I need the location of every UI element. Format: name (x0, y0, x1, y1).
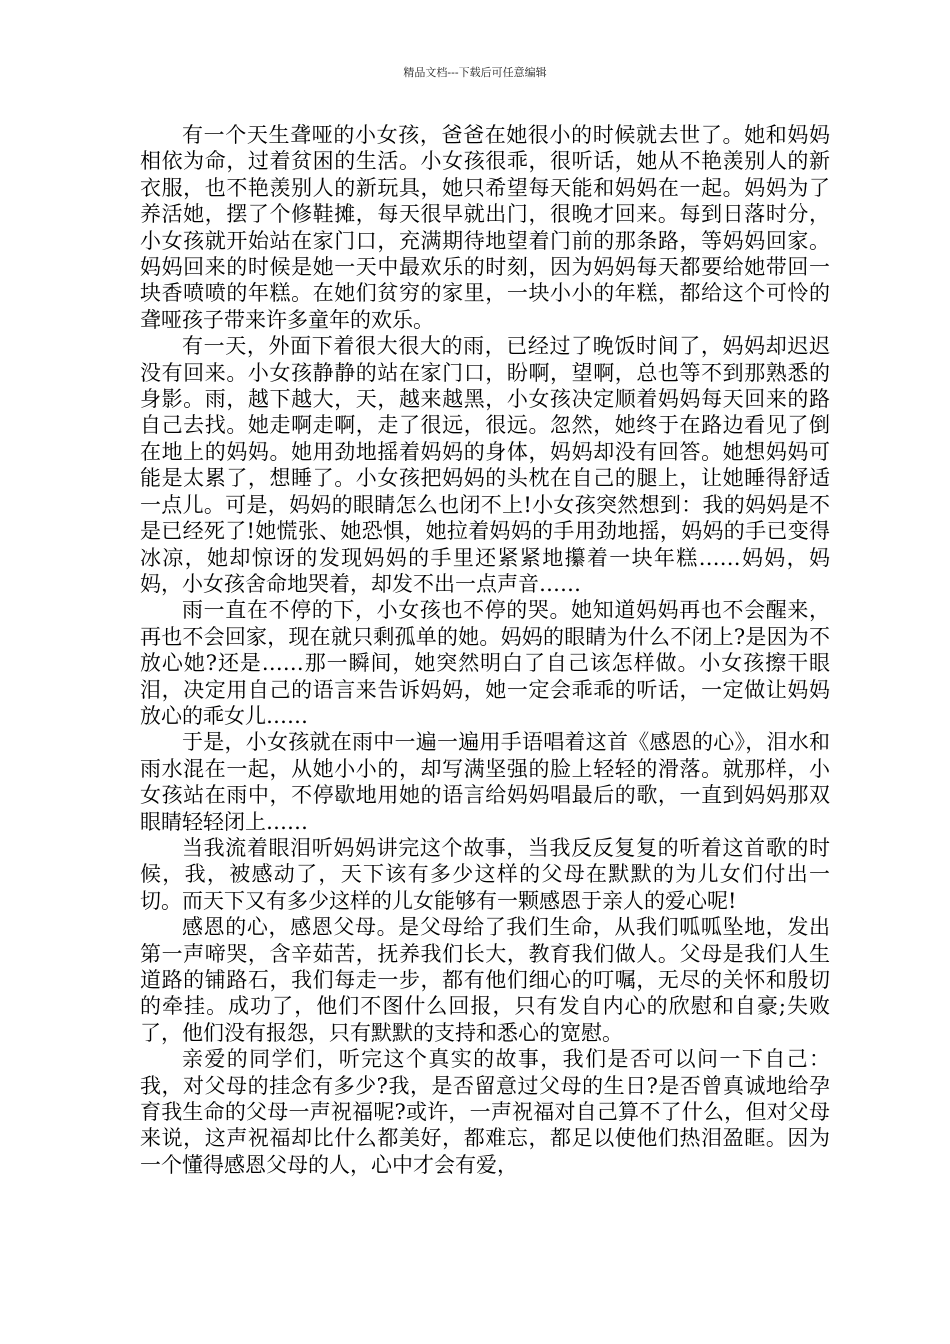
paragraph-rainy-day: 有一天，外面下着很大很大的雨，已经过了晚饭时间了，妈妈却迟迟没有回来。小女孩静静的站在家门口，盼啊，望啊，总也等不到那熟悉的身影。雨，越下越大，天，越来越黑，小女孩决定顺着妈妈每天回来的路自己去找。她走啊走啊，走了很远，很远。忽然，她终于在路边看见了倒在地上的妈妈。她用劲地摇着妈妈的身体，妈妈却没有回答。她想妈妈可能是太累了，想睡了。小女孩把妈妈的头枕在自己的腿上，让她睡得舒适一点儿。可是，妈妈的眼睛怎么也闭不上!小女孩突然想到：我的妈妈是不是已经死了!她慌张、她恐惧，她拉着妈妈的手用劲地摇，妈妈的手已变得冰凉，她却惊讶的发现妈妈的手里还紧紧地攥着一块年糕……妈妈，妈妈，小女孩舍命地哭着，却发不出一点声音…… (140, 334, 830, 596)
page-header: 精品文档---下载后可任意编辑 (403, 66, 547, 79)
paragraph-story-intro: 有一个天生聋哑的小女孩，爸爸在她很小的时候就去世了。她和妈妈相依为命，过着贫困的生活。小女孩很乖，很听话，她从不艳羡别人的新衣服，也不艳羡别人的新玩具，她只希望每天能和妈妈在一起。妈妈为了养活她，摆了个修鞋摊，每天很早就出门，很晚才回来。每到日落时分，小女孩就开始站在家门口，充满期待地望着门前的那条路，等妈妈回家。妈妈回来的时候是她一天中最欢乐的时刻，因为妈妈每天都要给她带回一块香喷喷的年糕。在她们贫穷的家里，一块小小的年糕，都给这个可怜的聋哑孩子带来许多童年的欢乐。 (140, 123, 830, 332)
paragraph-reflection: 当我流着眼泪听妈妈讲完这个故事，当我反反复复的听着这首歌的时候，我，被感动了，天下该有多少这样的父母在默默的为儿女们付出一切。而天下又有多少这样的儿女能够有一颗感恩于亲人的爱心呢! (140, 835, 830, 913)
paragraph-crying-in-rain: 雨一直在不停的下，小女孩也不停的哭。她知道妈妈再也不会醒来，再也不会回家，现在就只剩孤单的她。妈妈的眼睛为什么不闭上?是因为不放心她?还是……那一瞬间，她突然明白了自己该怎样做。小女孩擦干眼泪，决定用自己的语言来告诉妈妈，她一定会乖乖的听话，一定做让妈妈放心的乖女儿…… (140, 598, 830, 728)
paragraph-gratitude-parents: 感恩的心，感恩父母。是父母给了我们生命，从我们呱呱坠地，发出第一声啼哭，含辛茹苦，抚养我们长大，教育我们做人。父母是我们人生道路的铺路石，我们每走一步，都有他们细心的叮嘱，无尽的关怀和殷切的牵挂。成功了，他们不图什么回报，只有发自内心的欣慰和自豪;失败了，他们没有报怨，只有默默的支持和悉心的宽慰。 (140, 915, 830, 1045)
paragraph-sign-language-song: 于是，小女孩就在雨中一遍一遍用手语唱着这首《感恩的心》，泪水和雨水混在一起，从她小小的，却写满坚强的脸上轻轻的滑落。就那样，小女孩站在雨中，不停歇地用她的语言给妈妈唱最后的歌，一直到妈妈那双眼睛轻轻闭上…… (140, 730, 830, 834)
paragraph-address-classmates: 亲爱的同学们，听完这个真实的故事，我们是否可以问一下自己：我，对父母的挂念有多少?我，是否留意过父母的生日?是否曾真诚地给孕育我生命的父母一声祝福呢?或许，一声祝福对自己算不了什么，但对父母来说，这声祝福却比什么都美好，都难忘，都足以使他们热泪盈眶。因为一个懂得感恩父母的人，心中才会有爱， (140, 1047, 830, 1177)
article-body (140, 122, 830, 1178)
